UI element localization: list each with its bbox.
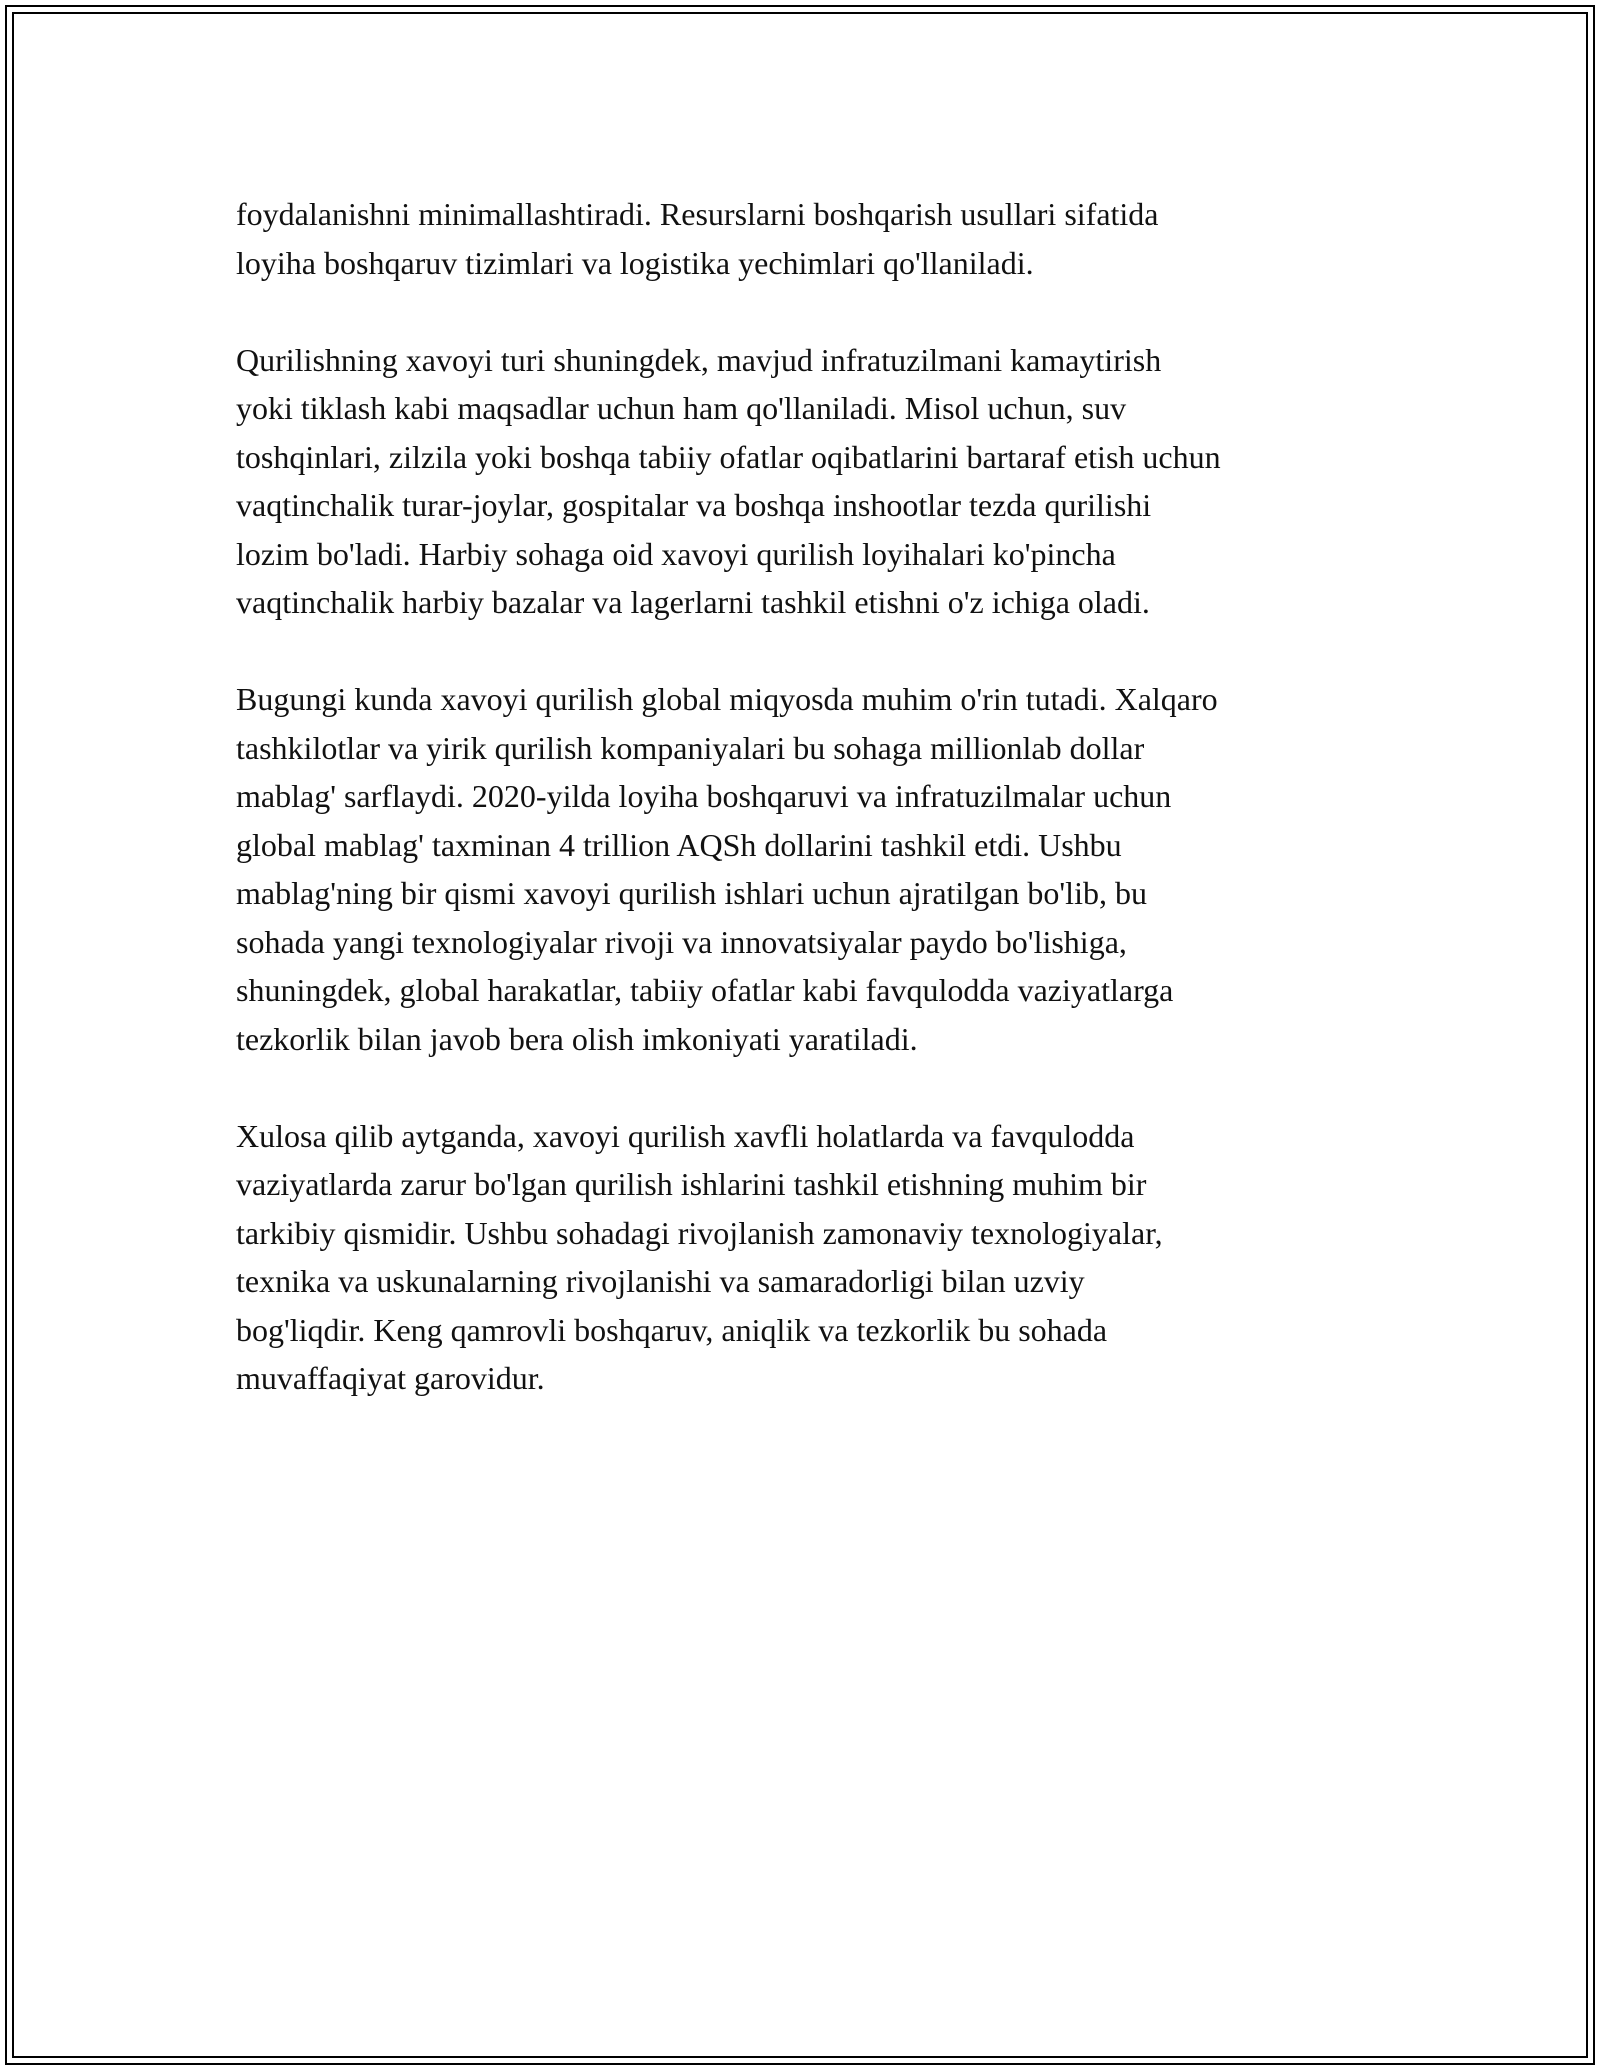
paragraph-2 — [236, 336, 1386, 627]
text-line: vaqtinchalik turar-joylar, gospitalar va boshqa inshootlar tezda qurilishi — [236, 487, 1152, 523]
text-line: bog'liqdir. Keng qamrovli boshqaruv, aniqlik va tezkorlik bu sohada — [236, 1311, 1108, 1348]
document-body — [236, 190, 1386, 1451]
text-line: toshqinlari, zilzila yoki boshqa tabiiy ofatlar oqibatlarini bartaraf etish uchun — [236, 438, 1221, 475]
text-line: lozim bo'ladi. Harbiy sohaga oid xavoyi qurilish loyihalari ko'pincha — [236, 535, 1116, 572]
text-line: sohada yangi texnologiyalar rivoji va innovatsiyalar paydo bo'lishiga, — [236, 923, 1127, 960]
text-line: vaqtinchalik harbiy bazalar va lagerlarni tashkil etishni o'z ichiga oladi. — [236, 584, 1150, 620]
text-line: tashkilotlar va yirik qurilish kompaniyalari bu sohaga millionlab dollar — [236, 729, 1145, 766]
text-line: mablag'ning bir qismi xavoyi qurilish ishlari uchun ajratilgan bo'lib, bu — [236, 875, 1147, 911]
text-line: global mablag' taxminan 4 trillion AQSh dollarini tashkil etdi. Ushbu — [236, 826, 1122, 863]
text-line: foydalanishni minimallashtiradi. Resurslarni boshqarish usullari sifatida — [236, 196, 1159, 232]
paragraph-3 — [236, 675, 1386, 1063]
text-line: shuningdek, global harakatlar, tabiiy ofatlar kabi favqulodda vaziyatlarga — [236, 972, 1174, 1008]
text-line: vaziyatlarda zarur bo'lgan qurilish ishlarini tashkil etishning muhim bir — [236, 1166, 1147, 1202]
text-line: Qurilishning xavoyi turi shuningdek, mavjud infratuzilmani kamaytirish — [236, 341, 1162, 378]
text-line: texnika va uskunalarning rivojlanishi va samaradorligi bilan uzviy — [236, 1263, 1085, 1299]
text-line: tarkibiy qismidir. Ushbu sohadagi rivojlanish zamonaviy texnologiyalar, — [236, 1214, 1163, 1251]
text-line: Xulosa qilib aytganda, xavoyi qurilish xavfli holatlarda va favqulodda — [236, 1117, 1135, 1154]
text-line: tezkorlik bilan javob bera olish imkoniyati yaratiladi. — [236, 1020, 918, 1057]
text-line: loyiha boshqaruv tizimlari va logistika yechimlari qo'llaniladi. — [236, 244, 1034, 281]
paragraph-4 — [236, 1112, 1386, 1403]
text-line: muvaffaqiyat garovidur. — [236, 1360, 545, 1396]
text-line: yoki tiklash kabi maqsadlar uchun ham qo'llaniladi. Misol uchun, suv — [236, 390, 1127, 426]
text-line: mablag' sarflaydi. 2020-yilda loyiha boshqaruvi va infratuzilmalar uchun — [236, 778, 1172, 814]
paragraph-1 — [236, 190, 1386, 287]
text-line: Bugungi kunda xavoyi qurilish global miqyosda muhim o'rin tutadi. Xalqaro — [236, 681, 1218, 717]
